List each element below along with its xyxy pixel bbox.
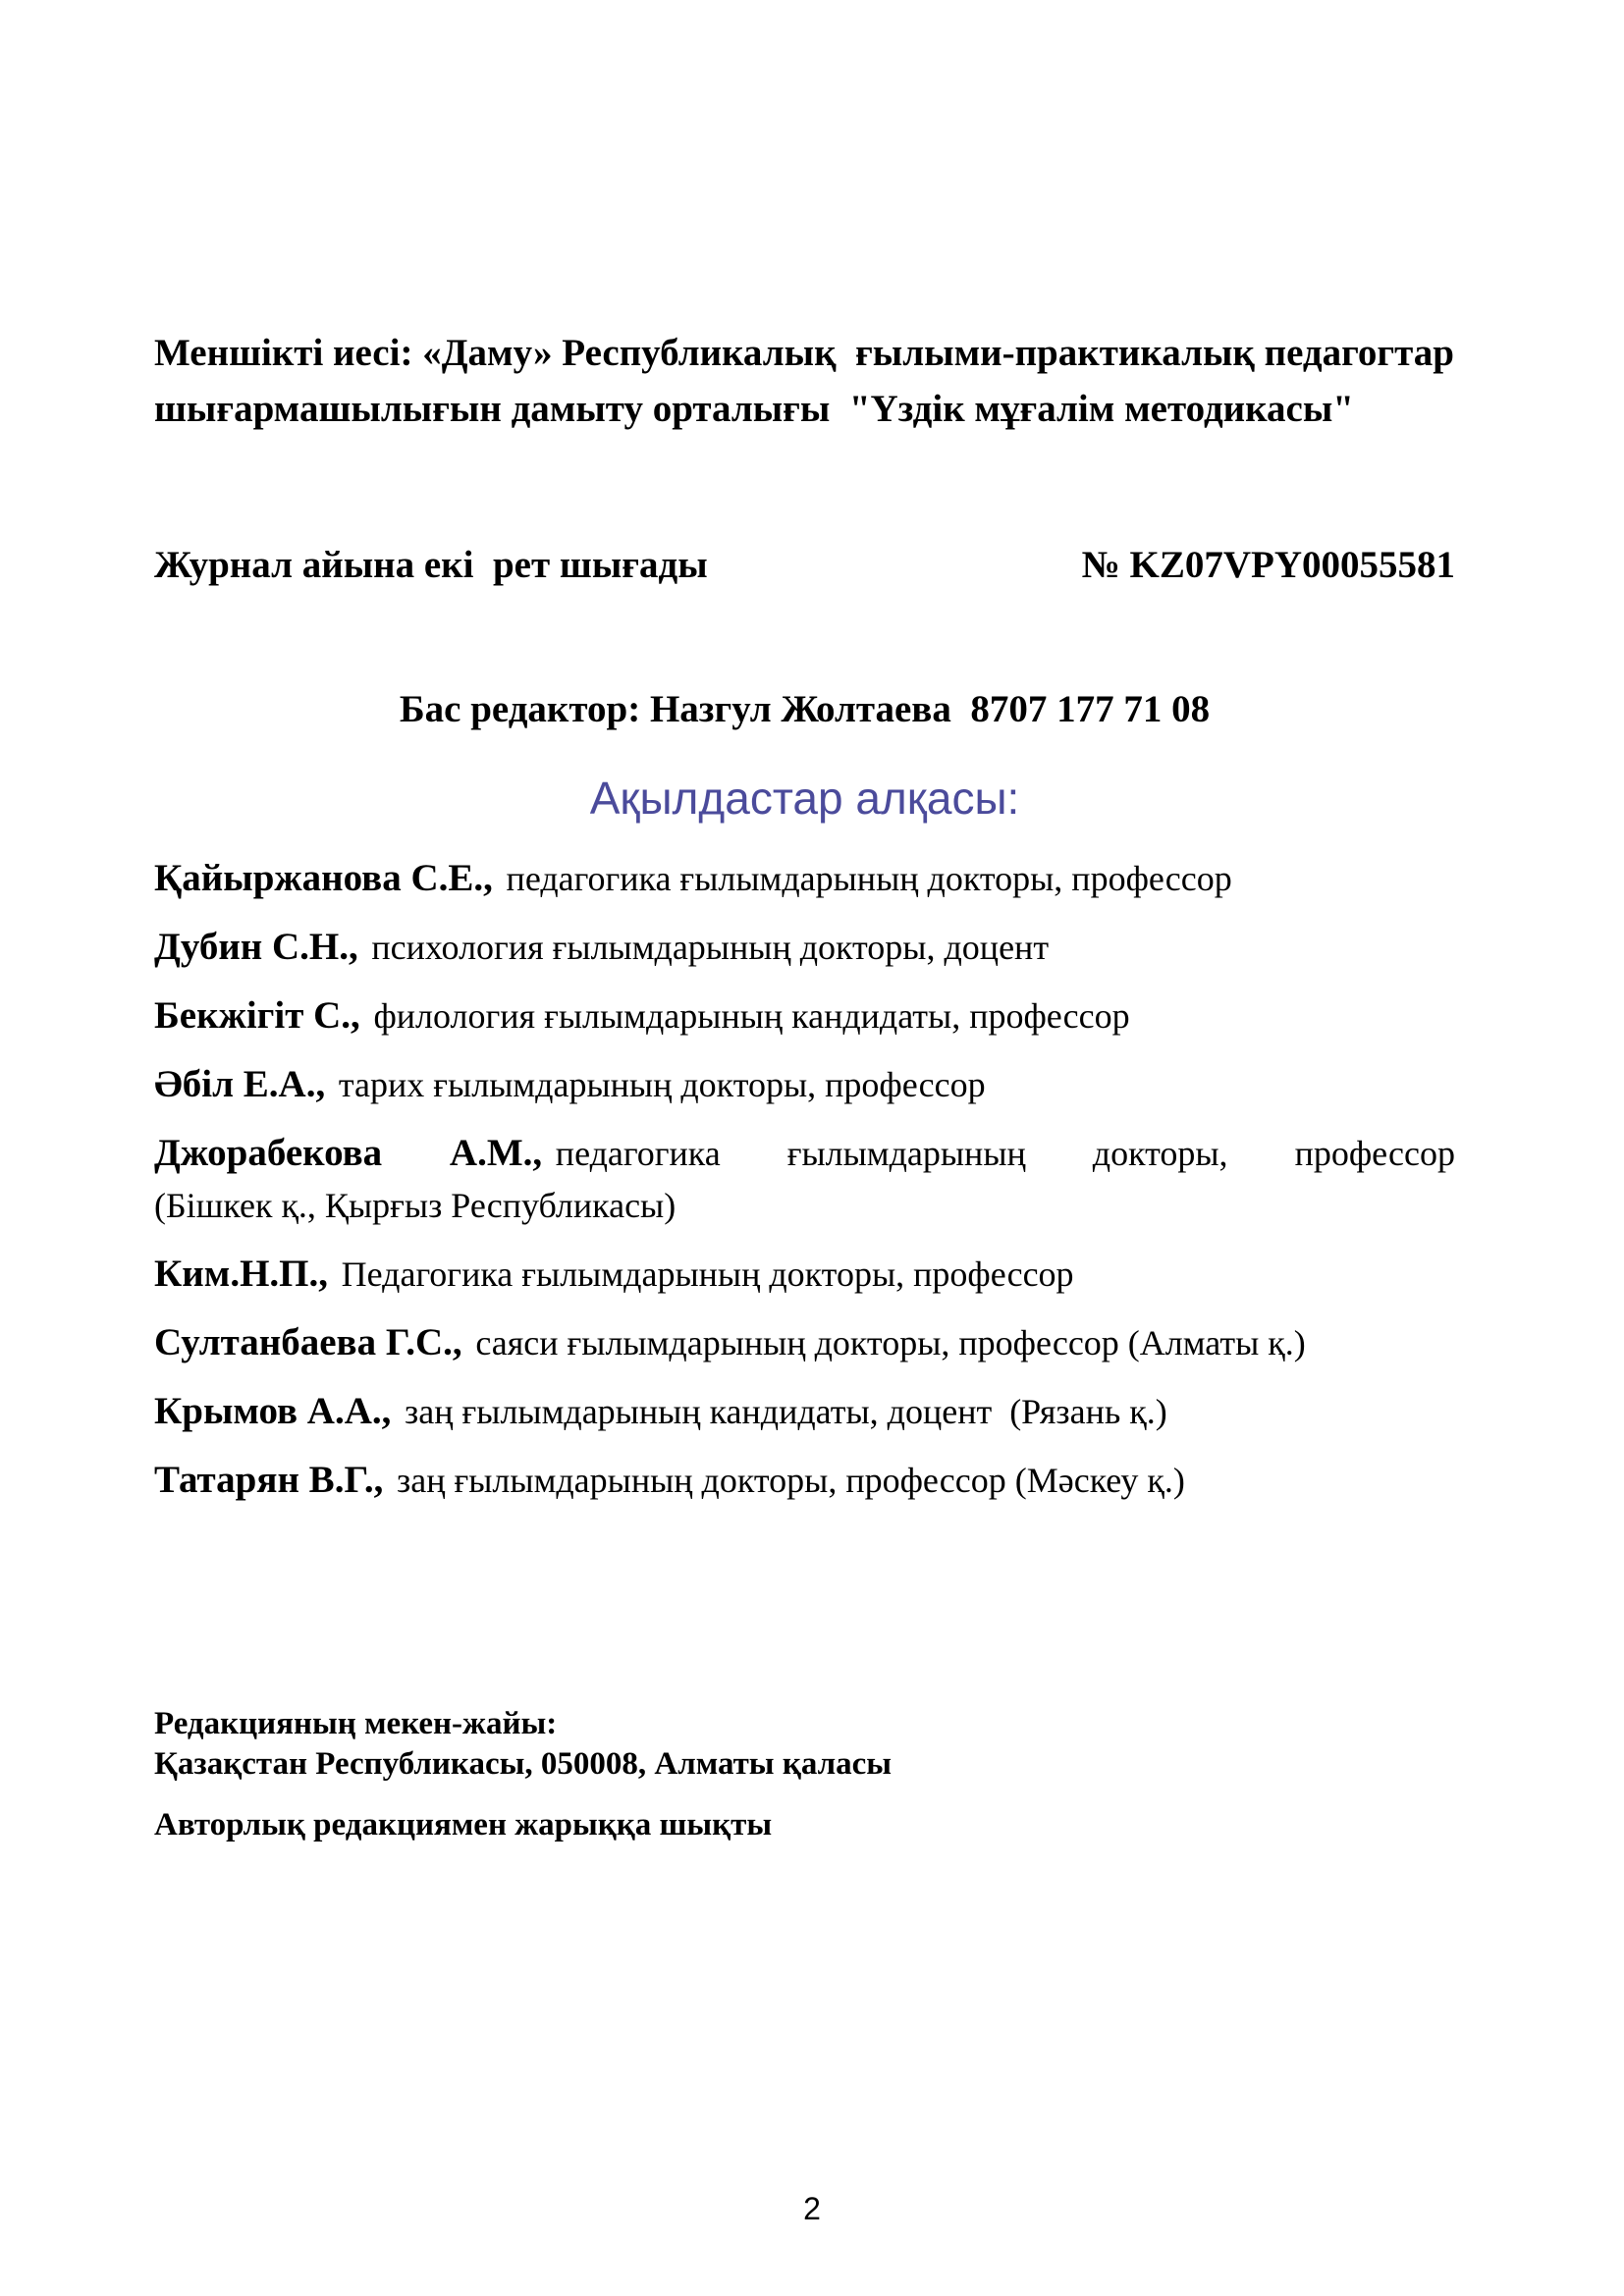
owner-paragraph [154,325,1455,437]
member-name: Ким.Н.П., [154,1253,328,1295]
board-member-row [154,1316,1455,1369]
board-title: Ақылдастар алқасы: [589,773,1020,824]
member-credentials-continued: (Бішкек қ., Қырғыз Республикасы) [154,1186,677,1225]
member-name: Джорабекова А.М., [154,1132,543,1174]
board-members-list [154,852,1455,1522]
registration-number: № KZ07VPY00055581 [1081,544,1455,586]
member-name: Дубин С.Н., [154,926,358,968]
board-member-row [154,1454,1455,1507]
member-name: Крымов А.А., [154,1390,392,1432]
owner-line-1: Меншікті иесі: «Даму» Республикалық ғылыми-практикалық педагогтар [154,332,1454,374]
address-label: Редакцияның мекен-жайы: [154,1706,558,1741]
board-member-row [154,989,1455,1042]
page-number: 2 [803,2191,821,2226]
chief-editor-line: Бас редактор: Назгул Жолтаева 8707 177 71 08 [399,688,1211,730]
owner-line-2: шығармашылығын дамыту орталығы "Үздік мұғалім методикасы" [154,388,1354,430]
member-credentials: заң ғылымдарының докторы, профессор (Мәскеу қ.) [397,1461,1185,1500]
member-credentials: тарих ғылымдарының докторы, профессор [338,1065,986,1104]
board-member-row [154,921,1455,974]
board-member-row [154,852,1455,905]
board-member-row [154,1127,1455,1232]
member-name: Қайыржанова С.Е., [154,857,493,899]
member-name: Татарян В.Г., [154,1459,384,1501]
member-credentials: Педагогика ғылымдарының докторы, профессор [341,1255,1074,1294]
member-credentials: заң ғылымдарының кандидаты, доцент (Рязань қ.) [405,1392,1167,1431]
address-line: Қазақстан Республикасы, 050008, Алматы қаласы [154,1746,893,1782]
member-name: Әбіл Е.А., [154,1063,326,1105]
member-credentials: психология ғылымдарының докторы, доцент [371,928,1050,967]
publication-note: Авторлық редакциямен жарыққа шықты [154,1807,773,1842]
journal-info-row [154,543,1455,587]
editorial-footer [154,1704,1455,1845]
journal-frequency: Журнал айына екі рет шығады [154,544,708,586]
board-member-row [154,1385,1455,1438]
member-credentials: саяси ғылымдарының докторы, профессор (Алматы қ.) [475,1323,1306,1362]
member-credentials: педагогика ғылымдарының докторы, профессор [506,859,1232,898]
member-name: Бекжігіт С., [154,994,360,1037]
board-member-row [154,1248,1455,1301]
member-credentials: педагогика ғылымдарының докторы, профессор [555,1134,1455,1173]
member-credentials: филология ғылымдарының кандидаты, профессор [373,996,1130,1036]
member-justified-line [154,1127,1455,1180]
board-member-row [154,1058,1455,1111]
member-name: Султанбаева Г.С., [154,1321,462,1363]
